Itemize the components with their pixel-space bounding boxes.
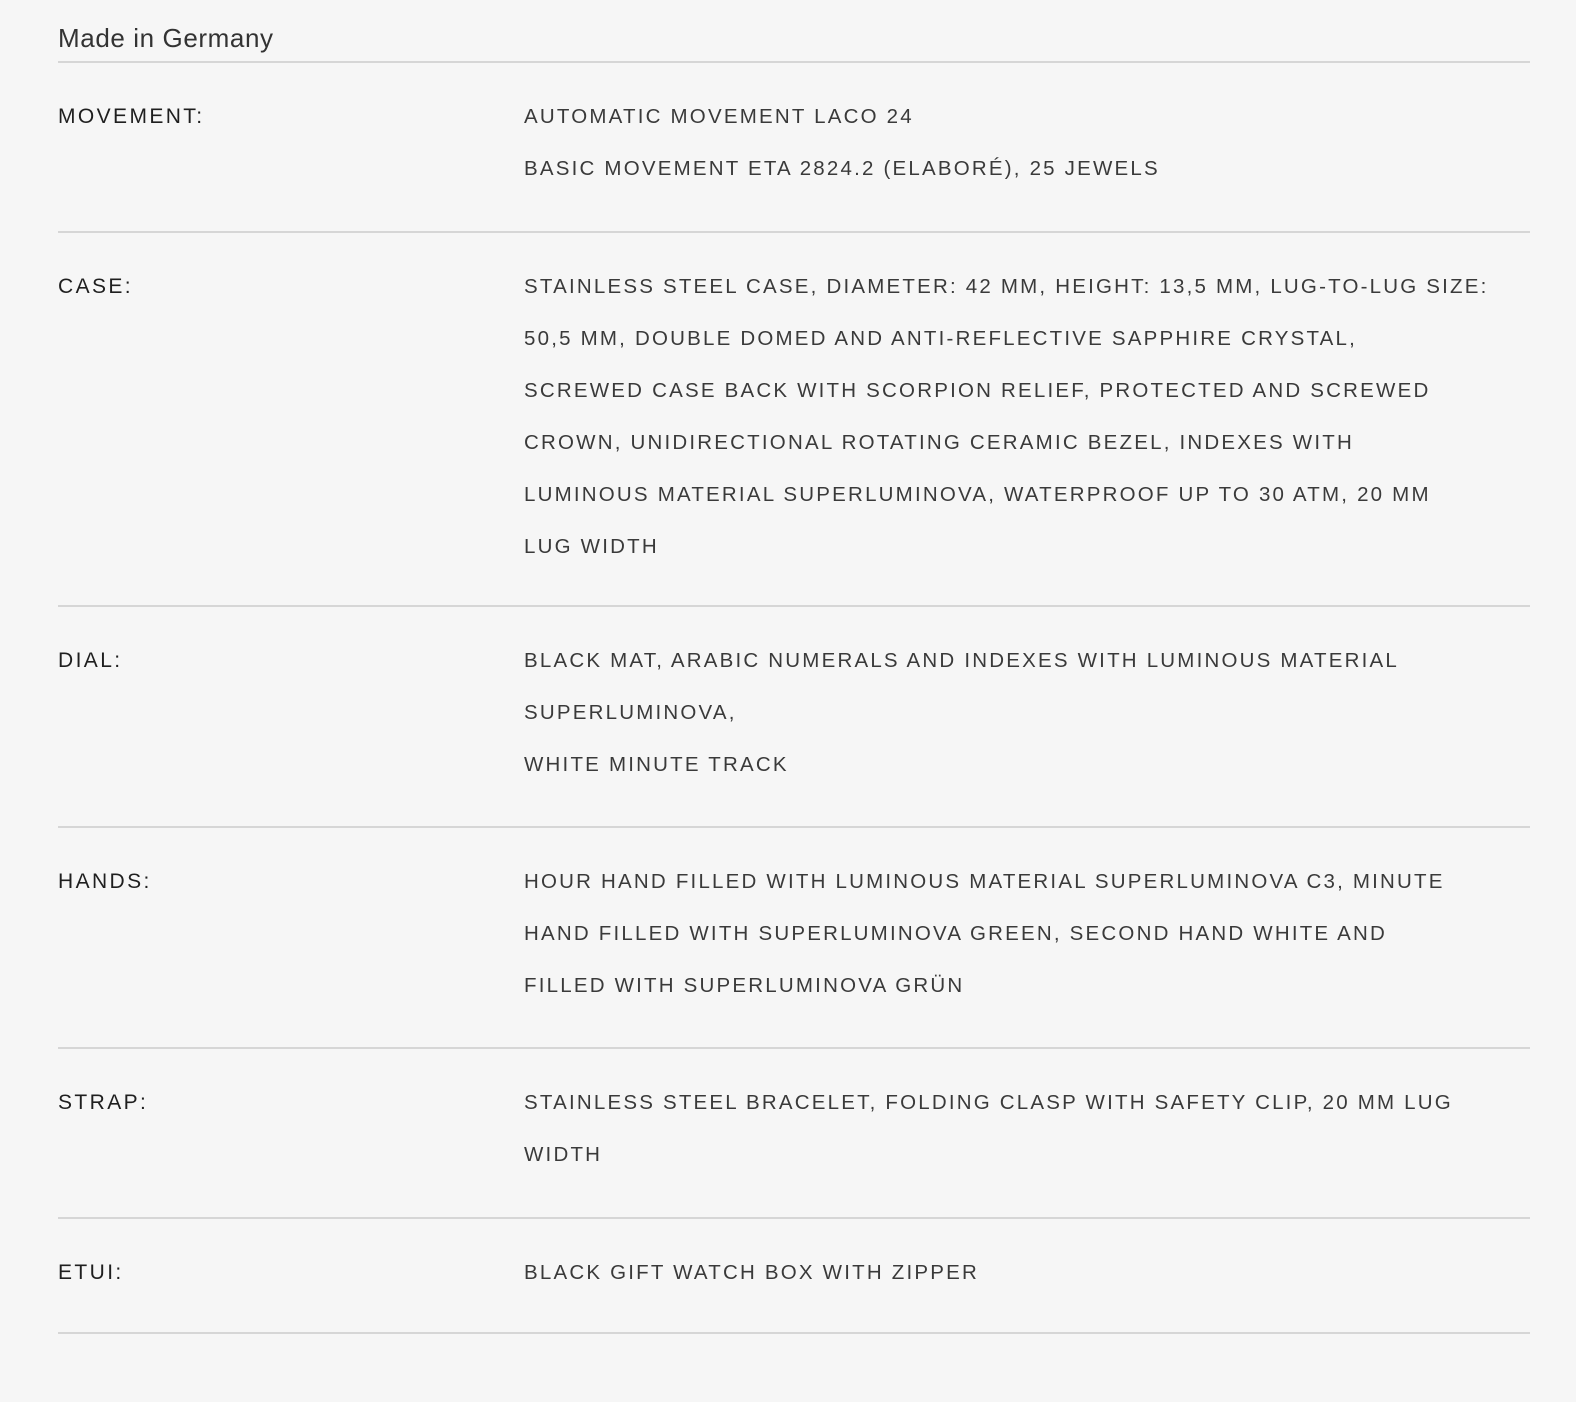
spec-label-hands: HANDS: bbox=[58, 870, 152, 893]
spec-label-strap: STRAP: bbox=[58, 1091, 149, 1114]
spec-label-dial: DIAL: bbox=[58, 649, 123, 672]
made-in-germany-text: Made in Germany bbox=[58, 23, 274, 53]
spec-line: 50,5 MM, DOUBLE DOMED AND ANTI-REFLECTIVE SAPPHIRE CRYSTAL, bbox=[524, 327, 1358, 350]
spec-row-case bbox=[58, 233, 1530, 607]
spec-label-movement: MOVEMENT: bbox=[58, 105, 205, 128]
spec-row-hands bbox=[58, 828, 1530, 1049]
spec-row-etui bbox=[58, 1219, 1530, 1334]
spec-line: STAINLESS STEEL BRACELET, FOLDING CLASP WITH SAFETY CLIP, 20 MM LUG bbox=[524, 1091, 1453, 1114]
spec-value-hands bbox=[524, 856, 1530, 1015]
spec-line: BLACK MAT, ARABIC NUMERALS AND INDEXES WITH LUMINOUS MATERIAL bbox=[524, 649, 1399, 672]
spec-label-etui: ETUI: bbox=[58, 1261, 124, 1284]
spec-line: AUTOMATIC MOVEMENT LACO 24 bbox=[524, 105, 914, 128]
spec-value-etui bbox=[524, 1247, 1530, 1300]
spec-line: FILLED WITH SUPERLUMINOVA GRÜN bbox=[524, 974, 965, 997]
spec-line: STAINLESS STEEL CASE, DIAMETER: 42 MM, HEIGHT: 13,5 MM, LUG-TO-LUG SIZE: bbox=[524, 275, 1489, 298]
spec-value-strap bbox=[524, 1077, 1530, 1185]
spec-line: HAND FILLED WITH SUPERLUMINOVA GREEN, SECOND HAND WHITE AND bbox=[524, 922, 1387, 945]
spec-line: WIDTH bbox=[524, 1143, 603, 1166]
spec-line: BASIC MOVEMENT ETA 2824.2 (ELABORÉ), 25 JEWELS bbox=[524, 157, 1160, 180]
spec-row-movement bbox=[58, 63, 1530, 233]
spec-line: LUMINOUS MATERIAL SUPERLUMINOVA, WATERPROOF UP TO 30 ATM, 20 MM bbox=[524, 483, 1431, 506]
spec-value-case bbox=[524, 261, 1530, 573]
spec-line: LUG WIDTH bbox=[524, 535, 659, 558]
spec-row-dial bbox=[58, 607, 1530, 828]
spec-value-dial bbox=[524, 635, 1530, 794]
spec-line: CROWN, UNIDIRECTIONAL ROTATING CERAMIC BEZEL, INDEXES WITH bbox=[524, 431, 1354, 454]
spec-row-strap bbox=[58, 1049, 1530, 1219]
spec-line: SUPERLUMINOVA, bbox=[524, 701, 737, 724]
spec-line: HOUR HAND FILLED WITH LUMINOUS MATERIAL SUPERLUMINOVA C3, MINUTE bbox=[524, 870, 1445, 893]
spec-line: BLACK GIFT WATCH BOX WITH ZIPPER bbox=[524, 1261, 979, 1284]
spec-sheet bbox=[58, 0, 1530, 1334]
spec-value-movement bbox=[524, 91, 1530, 199]
spec-line: SCREWED CASE BACK WITH SCORPION RELIEF, PROTECTED AND SCREWED bbox=[524, 379, 1431, 402]
spec-label-case: CASE: bbox=[58, 275, 134, 298]
intro-section bbox=[58, 0, 1530, 63]
spec-line: WHITE MINUTE TRACK bbox=[524, 753, 789, 776]
